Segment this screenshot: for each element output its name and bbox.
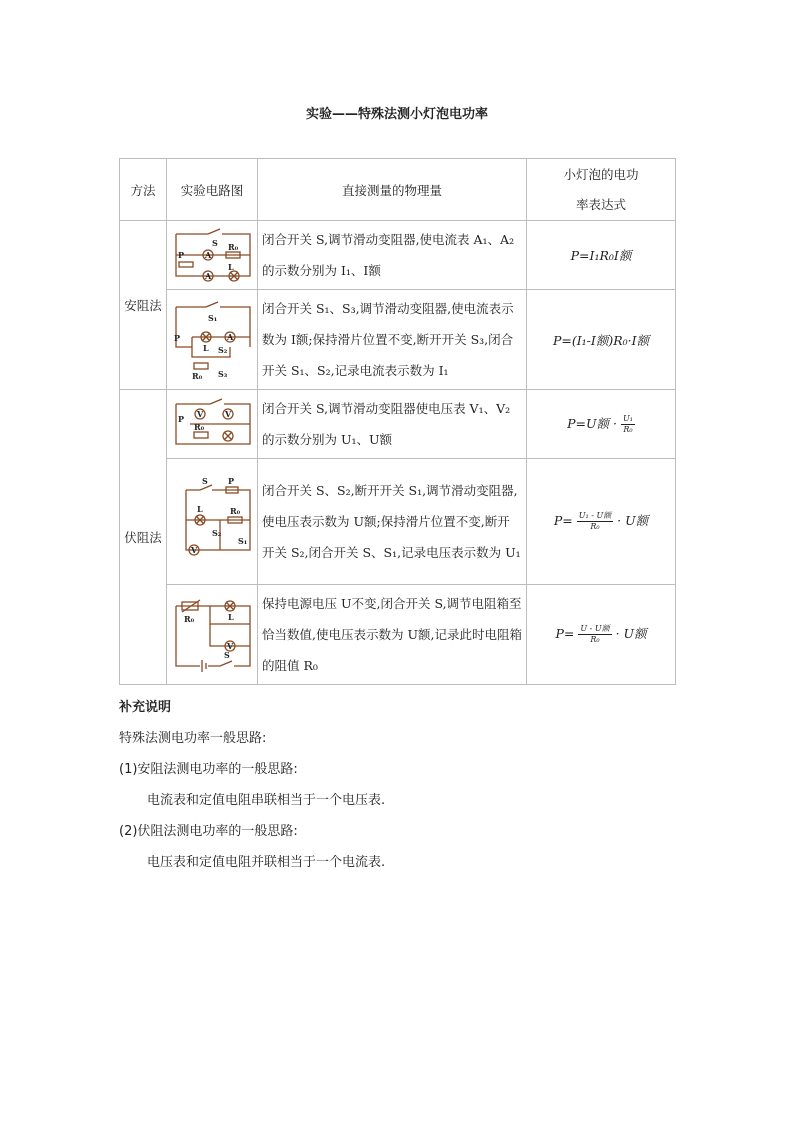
circuit-4-svg: [170, 474, 254, 570]
svg-text:S: S: [202, 475, 208, 486]
svg-text:S₂: S₂: [212, 527, 222, 538]
notes-section: [119, 692, 679, 878]
svg-text:V: V: [225, 409, 232, 419]
circuit-5-svg: [170, 596, 254, 674]
row5-fraction-denominator: R₀: [590, 635, 600, 644]
header-expression-line1: 小灯泡的电功: [563, 166, 639, 182]
row4-expression-prefix: P=: [553, 513, 573, 528]
row3-fraction-denominator: R₀: [623, 424, 633, 434]
row1-expression: P=I₁R₀I额: [527, 221, 676, 290]
svg-text:L: L: [228, 262, 234, 272]
circuit-diagram-4: [167, 459, 258, 585]
svg-text:L: L: [228, 611, 234, 622]
table-row: [120, 390, 676, 459]
row5-quantity: 保持电源电压 U不变,闭合开关 S,调节电阻箱至恰当数值,使电压表示数为 U额,记录此时电阻箱的阻值 R₀: [258, 585, 527, 685]
row4-expression-suffix: · U额: [617, 513, 649, 528]
svg-text:S: S: [212, 238, 218, 248]
svg-text:R₀: R₀: [192, 370, 203, 381]
svg-text:P: P: [178, 414, 185, 424]
row2-expression: P=(I₁-I额)R₀·I额: [527, 290, 676, 390]
svg-text:P: P: [228, 475, 235, 486]
header-expression-line2: 率表达式: [575, 196, 626, 212]
method-voltmeter: 伏阻法: [120, 390, 167, 685]
notes-item2-detail: 电压表和定值电阻并联相当于一个电流表.: [147, 855, 386, 870]
row3-expression-prefix: P=U额 ·: [567, 415, 617, 431]
svg-text:R₀: R₀: [194, 422, 205, 432]
svg-text:S: S: [224, 649, 230, 660]
row4-fraction-numerator: U₁ - U额: [578, 511, 612, 520]
notes-item1: (1)安阻法测电功率的一般思路:: [119, 762, 298, 777]
row5-fraction-numerator: U - U额: [580, 624, 610, 633]
svg-text:V: V: [191, 544, 198, 555]
row3-fraction-numerator: U₁: [622, 413, 633, 423]
svg-text:R₀: R₀: [230, 505, 241, 516]
circuit-3-svg: [170, 396, 254, 452]
svg-text:P: P: [178, 250, 185, 260]
svg-text:P: P: [174, 332, 181, 343]
svg-text:S₂: S₂: [218, 344, 228, 355]
row5-expression: [527, 585, 676, 685]
header-method: 方法: [120, 159, 167, 221]
row1-quantity: 闭合开关 S,调节滑动变阻器,使电流表 A₁、A₂的示数分别为 I₁、I额: [258, 221, 527, 290]
svg-text:S₁: S₁: [238, 535, 248, 546]
circuit-diagram-5: [167, 585, 258, 685]
notes-heading: 补充说明: [119, 700, 172, 715]
notes-intro: 特殊法测电功率一般思路:: [119, 731, 267, 746]
table-header-row: [120, 159, 676, 221]
svg-text:R₀: R₀: [184, 613, 195, 624]
svg-text:S₃: S₃: [218, 368, 228, 379]
method-ammeter: 安阻法: [120, 221, 167, 390]
circuit-diagram-2: [167, 290, 258, 390]
row3-expression-fraction: [621, 414, 635, 435]
svg-text:A: A: [205, 250, 212, 260]
notes-item2: (2)伏阻法测电功率的一般思路:: [119, 824, 298, 839]
svg-text:R₀: R₀: [228, 242, 239, 252]
row5-expression-prefix: P=: [555, 626, 575, 641]
circuit-diagram-3: [167, 390, 258, 459]
svg-text:A: A: [205, 271, 212, 281]
notes-item1-detail: 电流表和定值电阻串联相当于一个电压表.: [147, 793, 386, 808]
row2-quantity: 闭合开关 S₁、S₃,调节滑动变阻器,使电流表示数为 I额;保持滑片位置不变,断开开关 S₃,闭合开关 S₁、S₂,记录电流表示数为 I₁: [258, 290, 527, 390]
header-quantity: 直接测量的物理量: [258, 159, 527, 221]
table-row: [120, 585, 676, 685]
table-row: [120, 221, 676, 290]
svg-text:A: A: [227, 331, 234, 342]
svg-text:S₁: S₁: [208, 312, 218, 323]
method-table: [119, 158, 676, 685]
svg-text:V: V: [227, 640, 234, 651]
svg-text:V: V: [197, 409, 204, 419]
row5-expression-fraction: [578, 624, 611, 645]
table-row: [120, 459, 676, 585]
table-row: [120, 290, 676, 390]
row5-expression-suffix: · U额: [615, 626, 647, 641]
row4-expression: [527, 459, 676, 585]
row4-quantity: 闭合开关 S、S₂,断开开关 S₁,调节滑动变阻器,使电压表示数为 U额;保持滑片位置不变,断开开关 S₂,闭合开关 S、S₁,记录电压表示数为 U₁: [258, 459, 527, 585]
circuit-diagram-1: [167, 221, 258, 290]
svg-text:L: L: [197, 503, 203, 514]
header-circuit: 实验电路图: [167, 159, 258, 221]
header-expression: [527, 159, 676, 221]
row4-expression-fraction: [577, 511, 613, 532]
row3-quantity: 闭合开关 S,调节滑动变阻器使电压表 V₁、V₂的示数分别为 U₁、U额: [258, 390, 527, 459]
svg-text:L: L: [203, 342, 209, 353]
circuit-1-svg: [170, 226, 254, 284]
row4-fraction-denominator: R₀: [590, 522, 600, 531]
row3-expression: [527, 390, 676, 459]
circuit-2-svg: [170, 297, 254, 383]
page-title: 实验——特殊法测小灯泡电功率: [305, 107, 488, 122]
